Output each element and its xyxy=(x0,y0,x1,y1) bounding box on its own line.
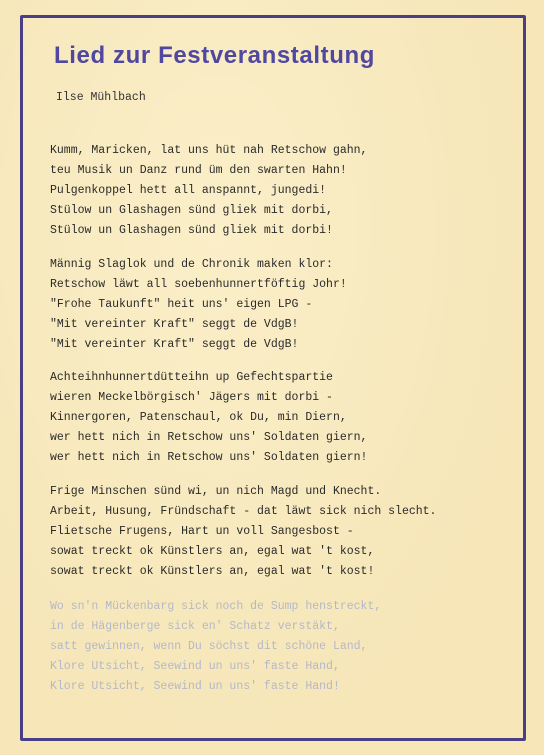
stanza-4 xyxy=(50,482,436,582)
stanza-line: "Mit vereinter Kraft" seggt de VdgB! xyxy=(50,338,299,351)
stanza-line: wer hett nich in Retschow uns' Soldaten giern! xyxy=(50,451,368,464)
stanza-line: sowat treckt ok Künstlers an, egal wat 't kost! xyxy=(50,565,375,578)
stanza-line: Arbeit, Husung, Fründschaft - dat läwt sick nich slecht. xyxy=(50,505,437,518)
stanza-line: Wo sn'n Mückenbarg sick noch de Sump henstreckt, xyxy=(50,600,382,613)
stanza-line: Kinnergoren, Patenschaul, ok Du, min Diern, xyxy=(50,411,347,424)
stanza-line: Klore Utsicht, Seewind un uns' faste Hand, xyxy=(50,660,340,673)
stanza-line: "Frohe Taukunft" heit uns' eigen LPG - xyxy=(50,298,313,311)
stanza-line: teu Musik un Danz rund üm den swarten Hahn! xyxy=(50,164,347,177)
stanza-line: Kumm, Maricken, lat uns hüt nah Retschow gahn, xyxy=(50,144,368,157)
stanza-line: Stülow un Glashagen sünd gliek mit dorbi, xyxy=(50,204,333,217)
stanza-line: Männig Slaglok und de Chronik maken klor: xyxy=(50,258,333,271)
stanza-line: satt gewinnen, wenn Du söchst dit schöne Land, xyxy=(50,640,368,653)
stanza-line: Frige Minschen sünd wi, un nich Magd und Knecht. xyxy=(50,485,382,498)
stanza-line: Pulgenkoppel hett all anspannt, jungedi! xyxy=(50,184,327,197)
stanza-line: "Mit vereinter Kraft" seggt de VdgB! xyxy=(50,318,299,331)
stanza-line: Stülow un Glashagen sünd gliek mit dorbi! xyxy=(50,224,333,237)
stanza-5 xyxy=(50,597,381,697)
stanza-1 xyxy=(50,141,367,241)
stanza-line: Flietsche Frugens, Hart un voll Sangesbost - xyxy=(50,525,354,538)
stanza-line: wieren Meckelbörgisch' Jägers mit dorbi - xyxy=(50,391,333,404)
stanza-line: wer hett nich in Retschow uns' Soldaten giern, xyxy=(50,431,368,444)
stanza-line: Klore Utsicht, Seewind un uns' faste Hand! xyxy=(50,680,340,693)
stanza-2 xyxy=(50,255,347,355)
stanza-line: Retschow läwt all soebenhunnertföftig Johr! xyxy=(50,278,347,291)
stanza-line: Achteihnhunnertdütteihn up Gefechtspartie xyxy=(50,371,333,384)
stanza-line: sowat treckt ok Künstlers an, egal wat 't kost, xyxy=(50,545,375,558)
stanza-3 xyxy=(50,368,367,468)
author-name: Ilse Mühlbach xyxy=(56,91,146,104)
stanza-line: in de Hägenberge sick en' Schatz verstäkt, xyxy=(50,620,340,633)
song-title: Lied zur Festveranstaltung xyxy=(54,42,375,69)
